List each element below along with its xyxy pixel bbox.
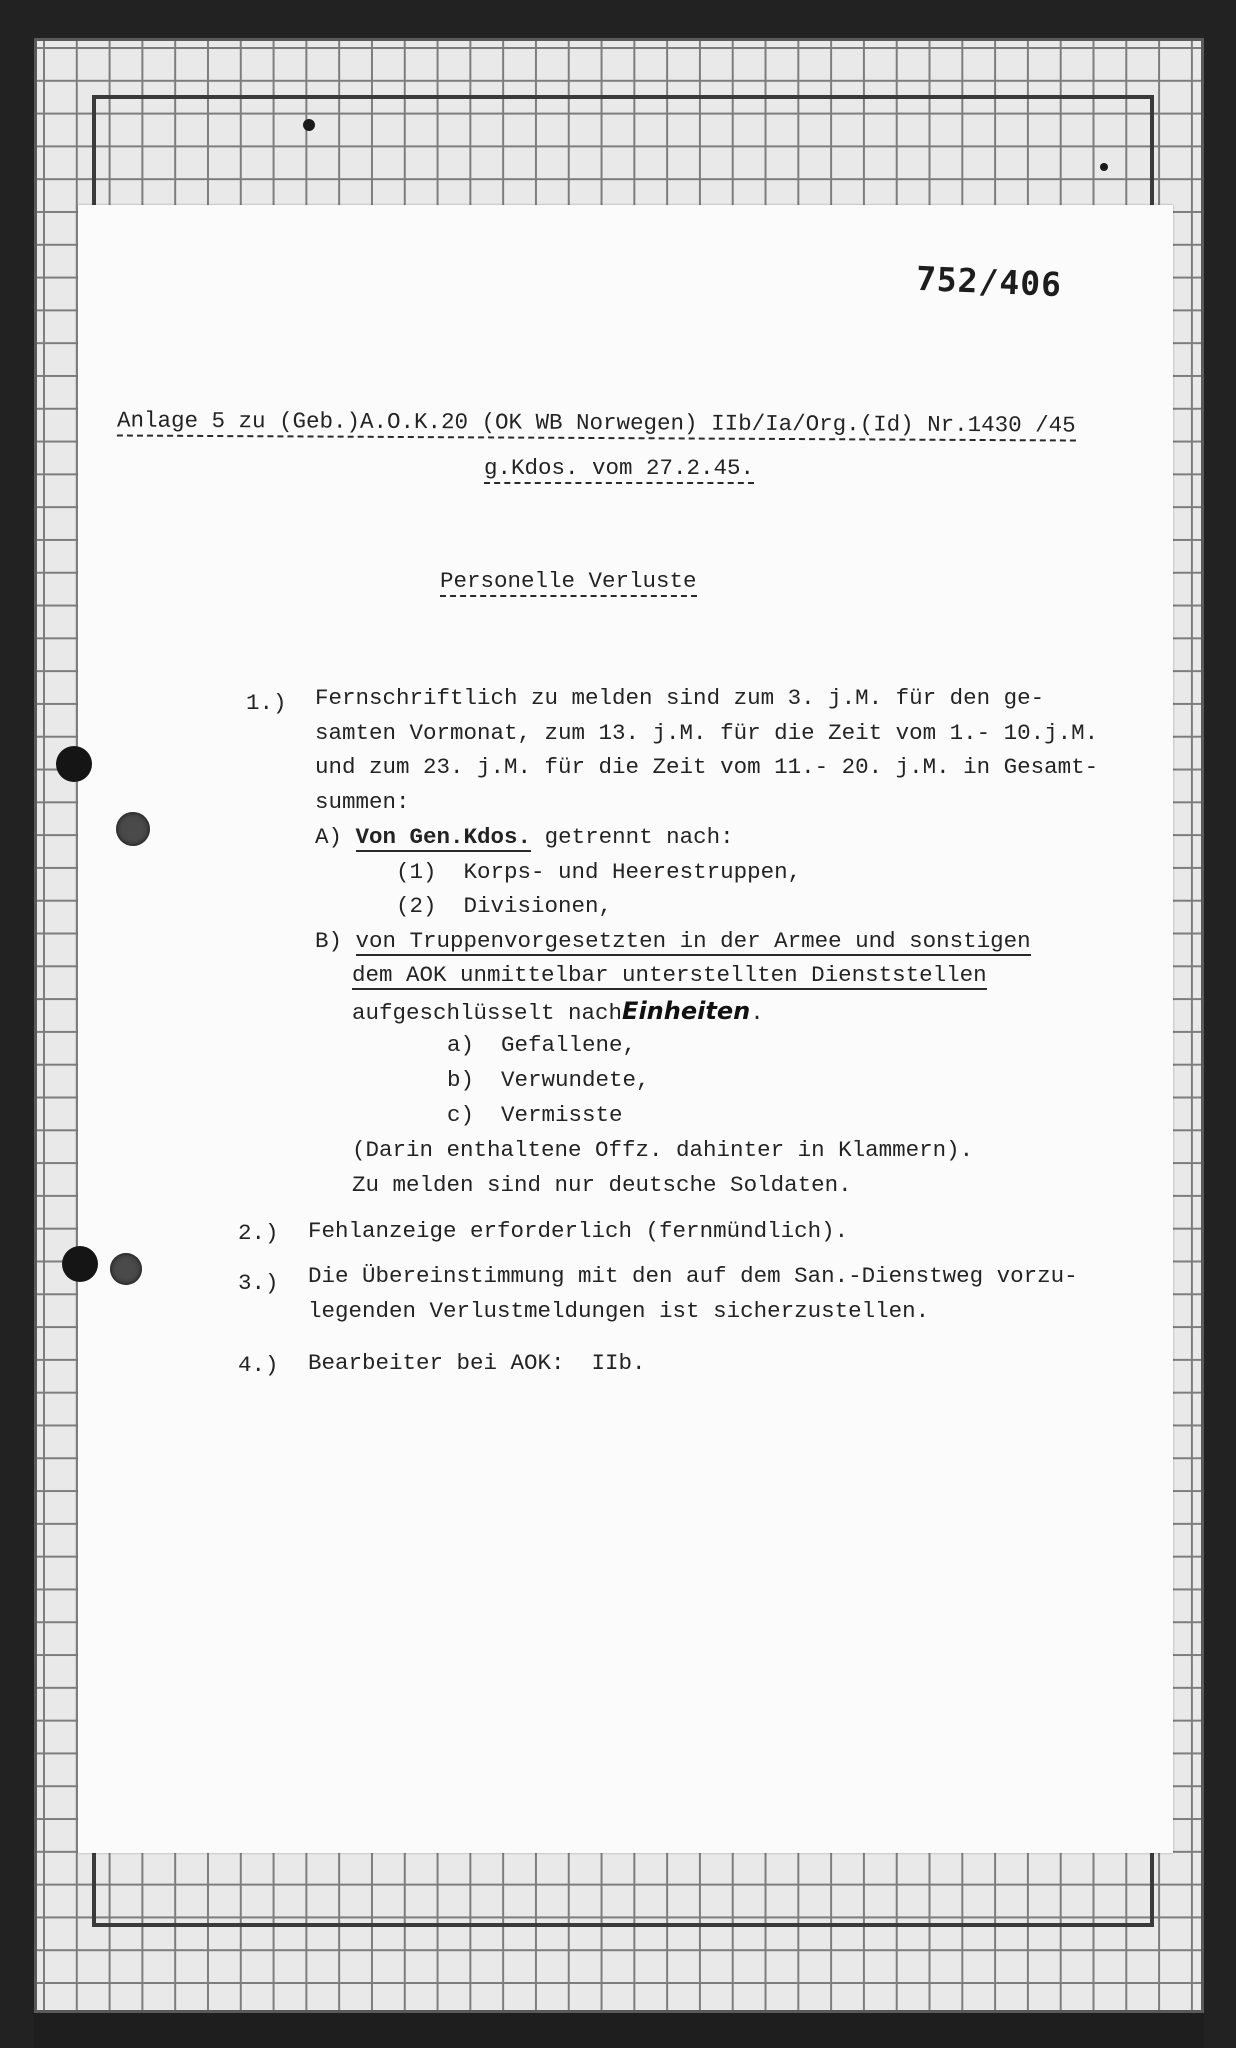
item-1-section-b-line-3 [352, 997, 764, 1026]
handwritten-einheiten: Einheiten [622, 997, 751, 1025]
heading-line-1 [117, 407, 1076, 438]
item-1-line-3: und zum 23. j.M. für die Zeit vom 11.- 20. j.M. in Gesamt- [315, 754, 1099, 780]
sub-b-num: b) [447, 1067, 475, 1093]
heading-line-2 [484, 455, 754, 481]
sub-item-a [447, 1032, 636, 1058]
item-1-section-b-line-2 [352, 962, 987, 988]
sub-a-text: Gefallene, [501, 1032, 637, 1058]
sub-a-num: a) [447, 1032, 475, 1058]
section-a2 [396, 893, 612, 919]
punch-hole [62, 1246, 98, 1282]
sub-item-c [447, 1102, 623, 1128]
punch-hole [116, 812, 150, 846]
item-2-text: Fehlanzeige erforderlich (fernmündlich). [308, 1218, 849, 1244]
section-a-underlined: Von Gen.Kdos. [355, 824, 532, 850]
item-4-text: Bearbeiter bei AOK: IIb. [308, 1350, 646, 1376]
sub-c-num: c) [447, 1102, 475, 1128]
sub-c-text: Vermisste [501, 1102, 623, 1128]
section-a-prefix: A) [315, 824, 343, 850]
item-1-section-a [315, 824, 734, 850]
item-1-number: 1.) [246, 690, 287, 716]
bottom-shadow-band [34, 2013, 1204, 2048]
item-3-line-2: legenden Verlustmeldungen ist sicherzustellen. [308, 1298, 930, 1324]
item-4-number: 4.) [238, 1352, 279, 1378]
document-title [440, 568, 697, 594]
heading-text-2: g.Kdos. vom 27.2.45. [484, 455, 754, 484]
punch-hole [56, 746, 92, 782]
item-1-note-2: Zu melden sind nur deutsche Soldaten. [352, 1172, 852, 1198]
sub-b-text: Verwundete, [501, 1067, 650, 1093]
document-number: 752/406 [915, 258, 1063, 305]
section-b-prefix: B) [315, 928, 343, 954]
section-b-text-1: von Truppenvorgesetzten in der Armee und sonstigen [355, 928, 1031, 954]
section-a-rest: getrennt nach: [531, 824, 734, 850]
item-2-number: 2.) [238, 1220, 279, 1246]
punch-hole [110, 1253, 142, 1285]
item-1-section-b-line-1 [315, 928, 1031, 954]
section-a2-text: Divisionen, [463, 893, 613, 919]
section-b-text-3: aufgeschlüsselt nach [352, 1000, 623, 1026]
item-1-line-2: samten Vormonat, zum 13. j.M. für die Zeit vom 1.- 10.j.M. [315, 720, 1099, 746]
heading-text-1: Anlage 5 zu (Geb.)A.O.K.20 (OK WB Norwegen) IIb/Ia/Org.(Id) Nr.1430 /45 [117, 407, 1076, 441]
document-page [78, 205, 1173, 1853]
section-a1-num: (1) [396, 859, 437, 885]
item-1-note-1: (Darin enthaltene Offz. dahinter in Klammern). [352, 1137, 974, 1163]
section-a1-text: Korps- und Heerestruppen, [463, 859, 802, 885]
title-text: Personelle Verluste [440, 568, 697, 597]
speck-mark [303, 119, 315, 131]
item-3-line-1: Die Übereinstimmung mit den auf dem San.-Dienstweg vorzu- [308, 1263, 1078, 1289]
speck-mark [1100, 163, 1108, 171]
section-a2-num: (2) [396, 893, 437, 919]
section-a1 [396, 859, 801, 885]
section-b-text-3-end: . [750, 1000, 764, 1026]
section-b-text-2: dem AOK unmittelbar unterstellten Dienststellen [352, 962, 987, 988]
item-3-number: 3.) [238, 1270, 279, 1296]
item-1-line-4: summen: [315, 789, 410, 815]
sub-item-b [447, 1067, 650, 1093]
item-1-line-1: Fernschriftlich zu melden sind zum 3. j.M. für den ge- [315, 685, 1045, 711]
